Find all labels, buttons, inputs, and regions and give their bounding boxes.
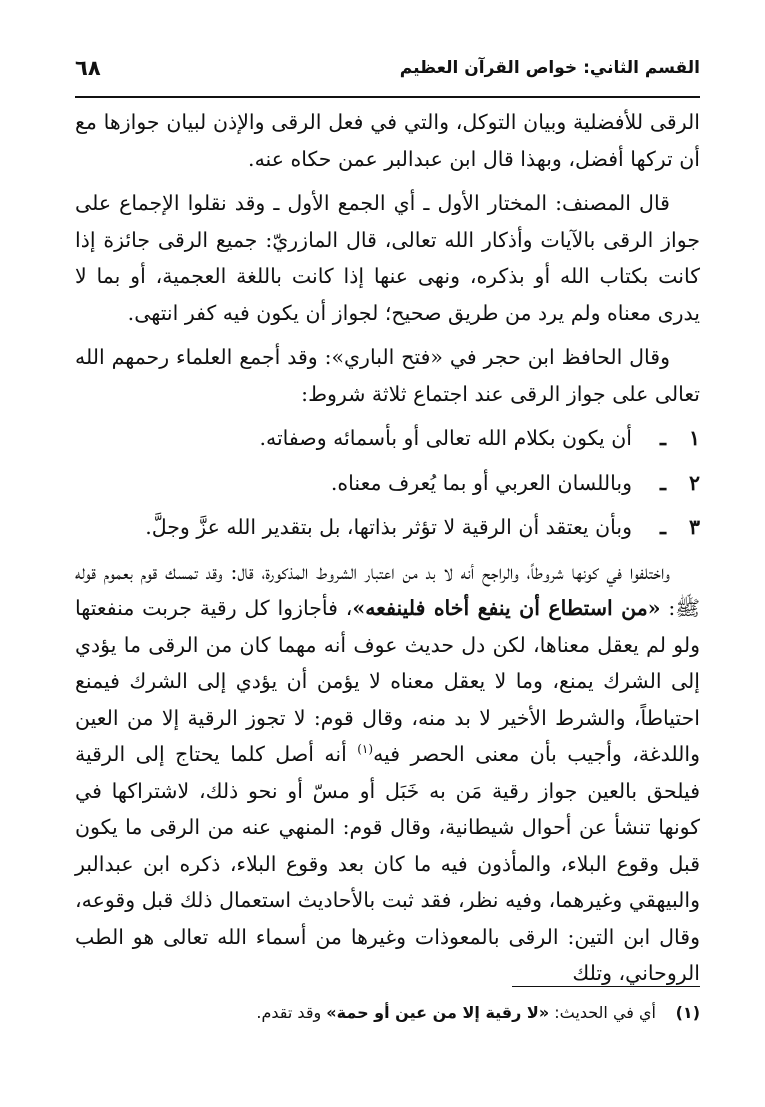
footnote-suffix: وقد تقدم. — [256, 1003, 327, 1022]
paragraph-3: وقال الحافظ ابن حجر في «فتح الباري»: وقد أجمع العلماء رحمهم الله تعالى على جواز الرقى عند اجتماع ثلاثة شروط: — [75, 345, 700, 406]
condition-number: ٣ — [688, 515, 700, 539]
paragraph-4 — [75, 554, 700, 992]
footnote-quote: «لا رقية إلا من عين أو حمة» — [326, 1003, 550, 1022]
header-rule — [75, 96, 700, 98]
paragraph-4-part-3: أنه أصل كلما يحتاج إلى الرقية فيلحق بالعين جواز رقية مَن به خَبَل أو مسّ أو نحو ذلك، لاشتراكها في كونها تنشأ عن أحوال شيطانية، وقال قوم: المنهي عنه من الرقى ما يكون قبل وقوع البلاء، والمأذون فيه ما كان بعد وقوع البلاء، ذكره ابن عبدالبر والبيهقي وغيرهما، وفيه نظر، فقد ثبت بالأحاديث استعمال ذلك قبل وقوعه، وقال ابن التين: الرقى بالمعوذات وغيرها من أسماء الله تعالى هو الطب الروحاني، وتلك — [75, 742, 700, 985]
footnote-reference[interactable]: (١) — [357, 742, 374, 757]
condition-dash: ـ — [659, 515, 666, 539]
footnote — [75, 1000, 700, 1026]
page-number: ٦٨ — [75, 56, 101, 80]
footnote-prefix: أي في الحديث: — [549, 1003, 656, 1022]
paragraph-1: الرقى للأفضلية وبيان التوكل، والتي في فعل الرقى والإذن لبيان جوازها مع أن تركها أفضل، وبهذا قال ابن عبدالبر عمن حكاه عنه. — [75, 110, 700, 171]
condition-text: وبأن يعتقد أن الرقية لا تؤثر بذاتها، بل بتقدير الله عزَّ وجلَّ. — [145, 515, 632, 539]
footnote-rule — [512, 986, 700, 987]
condition-item-3 — [75, 509, 700, 546]
page-header — [75, 58, 700, 88]
condition-dash: ـ — [659, 470, 666, 495]
hadith-quote: «من استطاع أن ينفع أخاه فلينفعه» — [352, 596, 661, 620]
condition-text: أن يكون بكلام الله تعالى أو بأسمائه وصفاته. — [259, 426, 632, 450]
condition-number: ١ — [688, 426, 700, 450]
paragraph-2: قال المصنف: المختار الأول ـ أي الجمع الأول ـ وقد نقلوا الإجماع على جواز الرقى بالآيات وأذكار الله تعالى، قال المازريّ: جميع الرقى جائزة إذا كانت بكتاب الله أو بذكره، ونهى عنها إذا كانت باللغة العجمية، أو بما لا يدرى معناه ولم يرد من طريق صحيح؛ لجواز أن يكون فيه كفر انتهى. — [75, 191, 700, 325]
running-title: القسم الثاني: خواص القرآن العظيم — [399, 58, 700, 78]
condition-item-1 — [75, 420, 700, 457]
condition-item-2 — [75, 465, 700, 502]
condition-number: ٢ — [688, 470, 700, 495]
condition-text: وباللسان العربي أو بما يُعرف معناه. — [330, 470, 632, 495]
paragraph-4-part-1: واختلفوا في كونها شروطاً، والراجح أنه لا بد من اعتبار الشروط المذكورة، قال: وقد تمسك قوم بعموم قوله ﷺ: — [75, 559, 701, 620]
condition-dash: ـ — [659, 426, 666, 450]
footnote-number: (١) — [675, 1003, 700, 1022]
body-text — [75, 104, 700, 992]
paragraph-4-part-2: ، فأجازوا كل رقية جربت منفعتها ولو لم يعقل معناها، لكن دل حديث عوف أنه مهما كان من الرقى ما يؤدي إلى الشرك يمنع، وما لا يعقل معناه لا يؤمن أن يؤدي إلى الشرك فيمنع احتياطاً، والشرط الأخير لا بد منه، وقال قوم: لا تجوز الرقية إلا من العين واللدغة، وأجيب بأن معنى الحصر فيه — [75, 596, 700, 766]
